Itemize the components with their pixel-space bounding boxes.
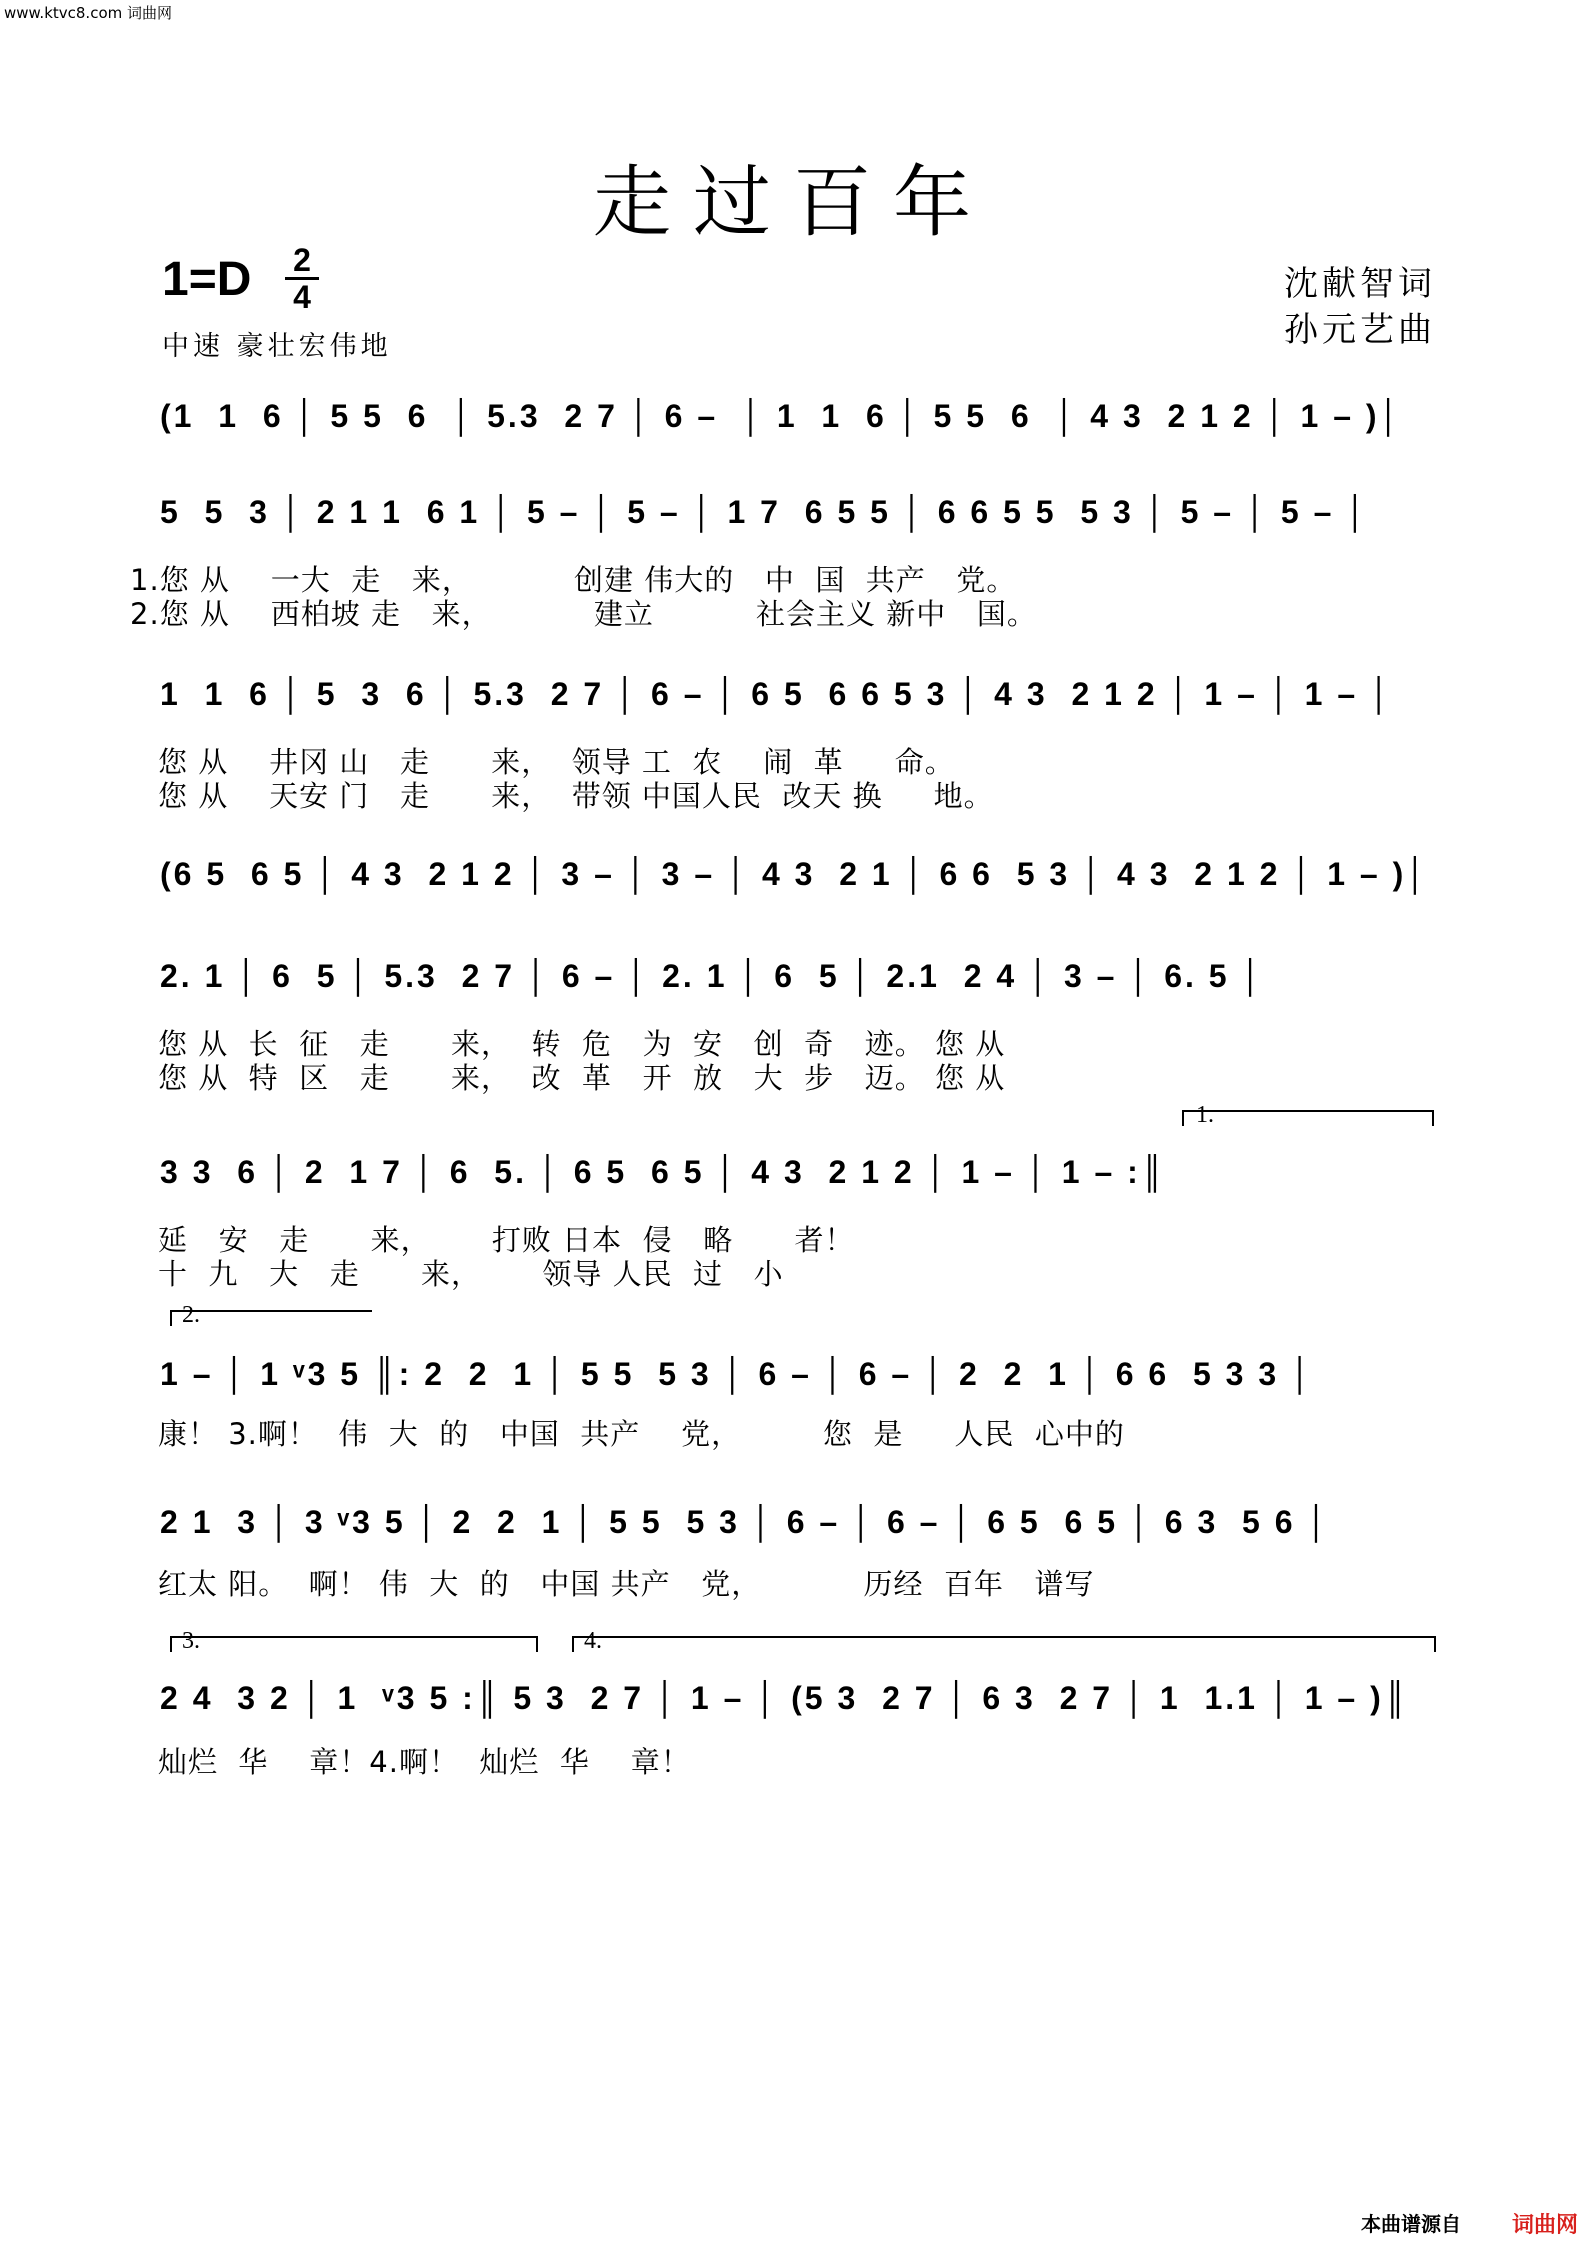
volta-fourth-label: 4. — [584, 1628, 602, 1654]
notation-system-6: 3 3 6 │ 2 1 7 │ 6 5. │ 6 5 6 5 │ 4 3 2 1 2 │ 1 – │ 1 – :║ — [160, 1154, 1167, 1190]
notation-system-3: 1 1 6 │ 5 3 6 │ 5.3 2 7 │ 6 – │ 6 5 6 6 5 3 │ 4 3 2 1 2 │ 1 – │ 1 – │ — [160, 676, 1394, 712]
volta-third-ending — [170, 1636, 538, 1652]
notation-system-1: (1 1 6 │ 5 5 6 │ 5.3 2 7 │ 6 – │ 1 1 6 │ 5 5 6 │ 4 3 2 1 2 │ 1 – )│ — [160, 398, 1403, 434]
lyricist-credit: 沈献智词 — [1284, 264, 1436, 304]
notation-system-7: 1 – │ 1 ᵛ3 5 ║: 2 2 1 │ 5 5 5 3 │ 6 – │ 6 – │ 2 2 1 │ 6 6 5 3 3 │ — [160, 1356, 1315, 1392]
site-url[interactable]: www.ktvc8.com 词曲网 — [4, 4, 173, 22]
key-signature: 1=D — [162, 253, 252, 306]
volta-second-ending — [170, 1310, 372, 1326]
lyrics-system-2-verse-2: 2.您 从 西柏坡 走 来， 建立 社会主义 新中 国。 — [130, 597, 1037, 631]
notation-system-2: 5 5 3 │ 2 1 1 6 1 │ 5 – │ 5 – │ 1 7 6 5 5 │ 6 6 5 5 5 3 │ 5 – │ 5 – │ — [160, 494, 1370, 530]
notation-system-8: 2 1 3 │ 3 ᵛ3 5 │ 2 2 1 │ 5 5 5 3 │ 6 – │ 6 – │ 6 5 6 5 │ 6 3 5 6 │ — [160, 1504, 1331, 1540]
song-title: 走过百年 — [592, 158, 993, 248]
lyrics-system-5-verse-2: 您 从 特 区 走 来， 改 革 开 放 大 步 迈。 您 从 — [158, 1061, 1006, 1095]
volta-fourth-ending — [572, 1636, 1436, 1652]
meter-top: 2 — [293, 242, 311, 278]
lyrics-system-3-verse-2: 您 从 天安 门 走 来， 带领 中国人民 改天 换 地。 — [158, 779, 994, 813]
volta-first-ending — [1182, 1110, 1434, 1126]
source-note: 本曲谱源自 — [1361, 2212, 1461, 2236]
lyrics-system-2-verse-1: 1.您 从 一大 走 来， 创建 伟大的 中 国 共产 党。 — [130, 563, 1017, 597]
tempo-marking: 中速 豪壮宏伟地 — [162, 331, 392, 362]
brand-logo[interactable]: 词曲网 — [1511, 2213, 1578, 2238]
notation-system-4: (6 5 6 5 │ 4 3 2 1 2 │ 3 – │ 3 – │ 4 3 2 1 │ 6 6 5 3 │ 4 3 2 1 2 │ 1 – )│ — [160, 856, 1430, 892]
meter-bottom: 4 — [293, 279, 311, 315]
lyrics-system-8: 红太 阳。 啊！ 伟 大 的 中国 共产 党， 历经 百年 谱写 — [158, 1567, 1095, 1601]
notation-system-5: 2. 1 │ 6 5 │ 5.3 2 7 │ 6 – │ 2. 1 │ 6 5 │ 2.1 2 4 │ 3 – │ 6. 5 │ — [160, 958, 1265, 994]
lyrics-system-5-verse-1: 您 从 长 征 走 来， 转 危 为 安 创 奇 迹。 您 从 — [158, 1027, 1006, 1061]
volta-third-label: 3. — [182, 1628, 200, 1654]
lyrics-system-7: 康！ 3.啊！ 伟 大 的 中国 共产 党， 您 是 人民 心中的 — [158, 1417, 1125, 1451]
lyrics-system-9: 灿烂 华 章！4.啊！ 灿烂 华 章！ — [158, 1745, 691, 1779]
lyrics-system-6-verse-1: 延 安 走 来， 打败 日本 侵 略 者！ — [158, 1223, 855, 1257]
lyrics-system-3-verse-1: 您 从 井冈 山 走 来， 领导 工 农 闹 革 命。 — [158, 745, 955, 779]
time-signature — [285, 244, 319, 313]
volta-second-label: 2. — [182, 1302, 200, 1328]
lyrics-system-6-verse-2: 十 九 大 走 来， 领导 人民 过 小 — [158, 1257, 784, 1291]
volta-first-label: 1. — [1196, 1102, 1214, 1128]
notation-system-9: 2 4 3 2 │ 1 ᵛ3 5 :║ 5 3 2 7 │ 1 – │ (5 3 2 7 │ 6 3 2 7 │ 1 1.1 │ 1 – )║ — [160, 1680, 1410, 1716]
composer-credit: 孙元艺曲 — [1284, 310, 1436, 350]
